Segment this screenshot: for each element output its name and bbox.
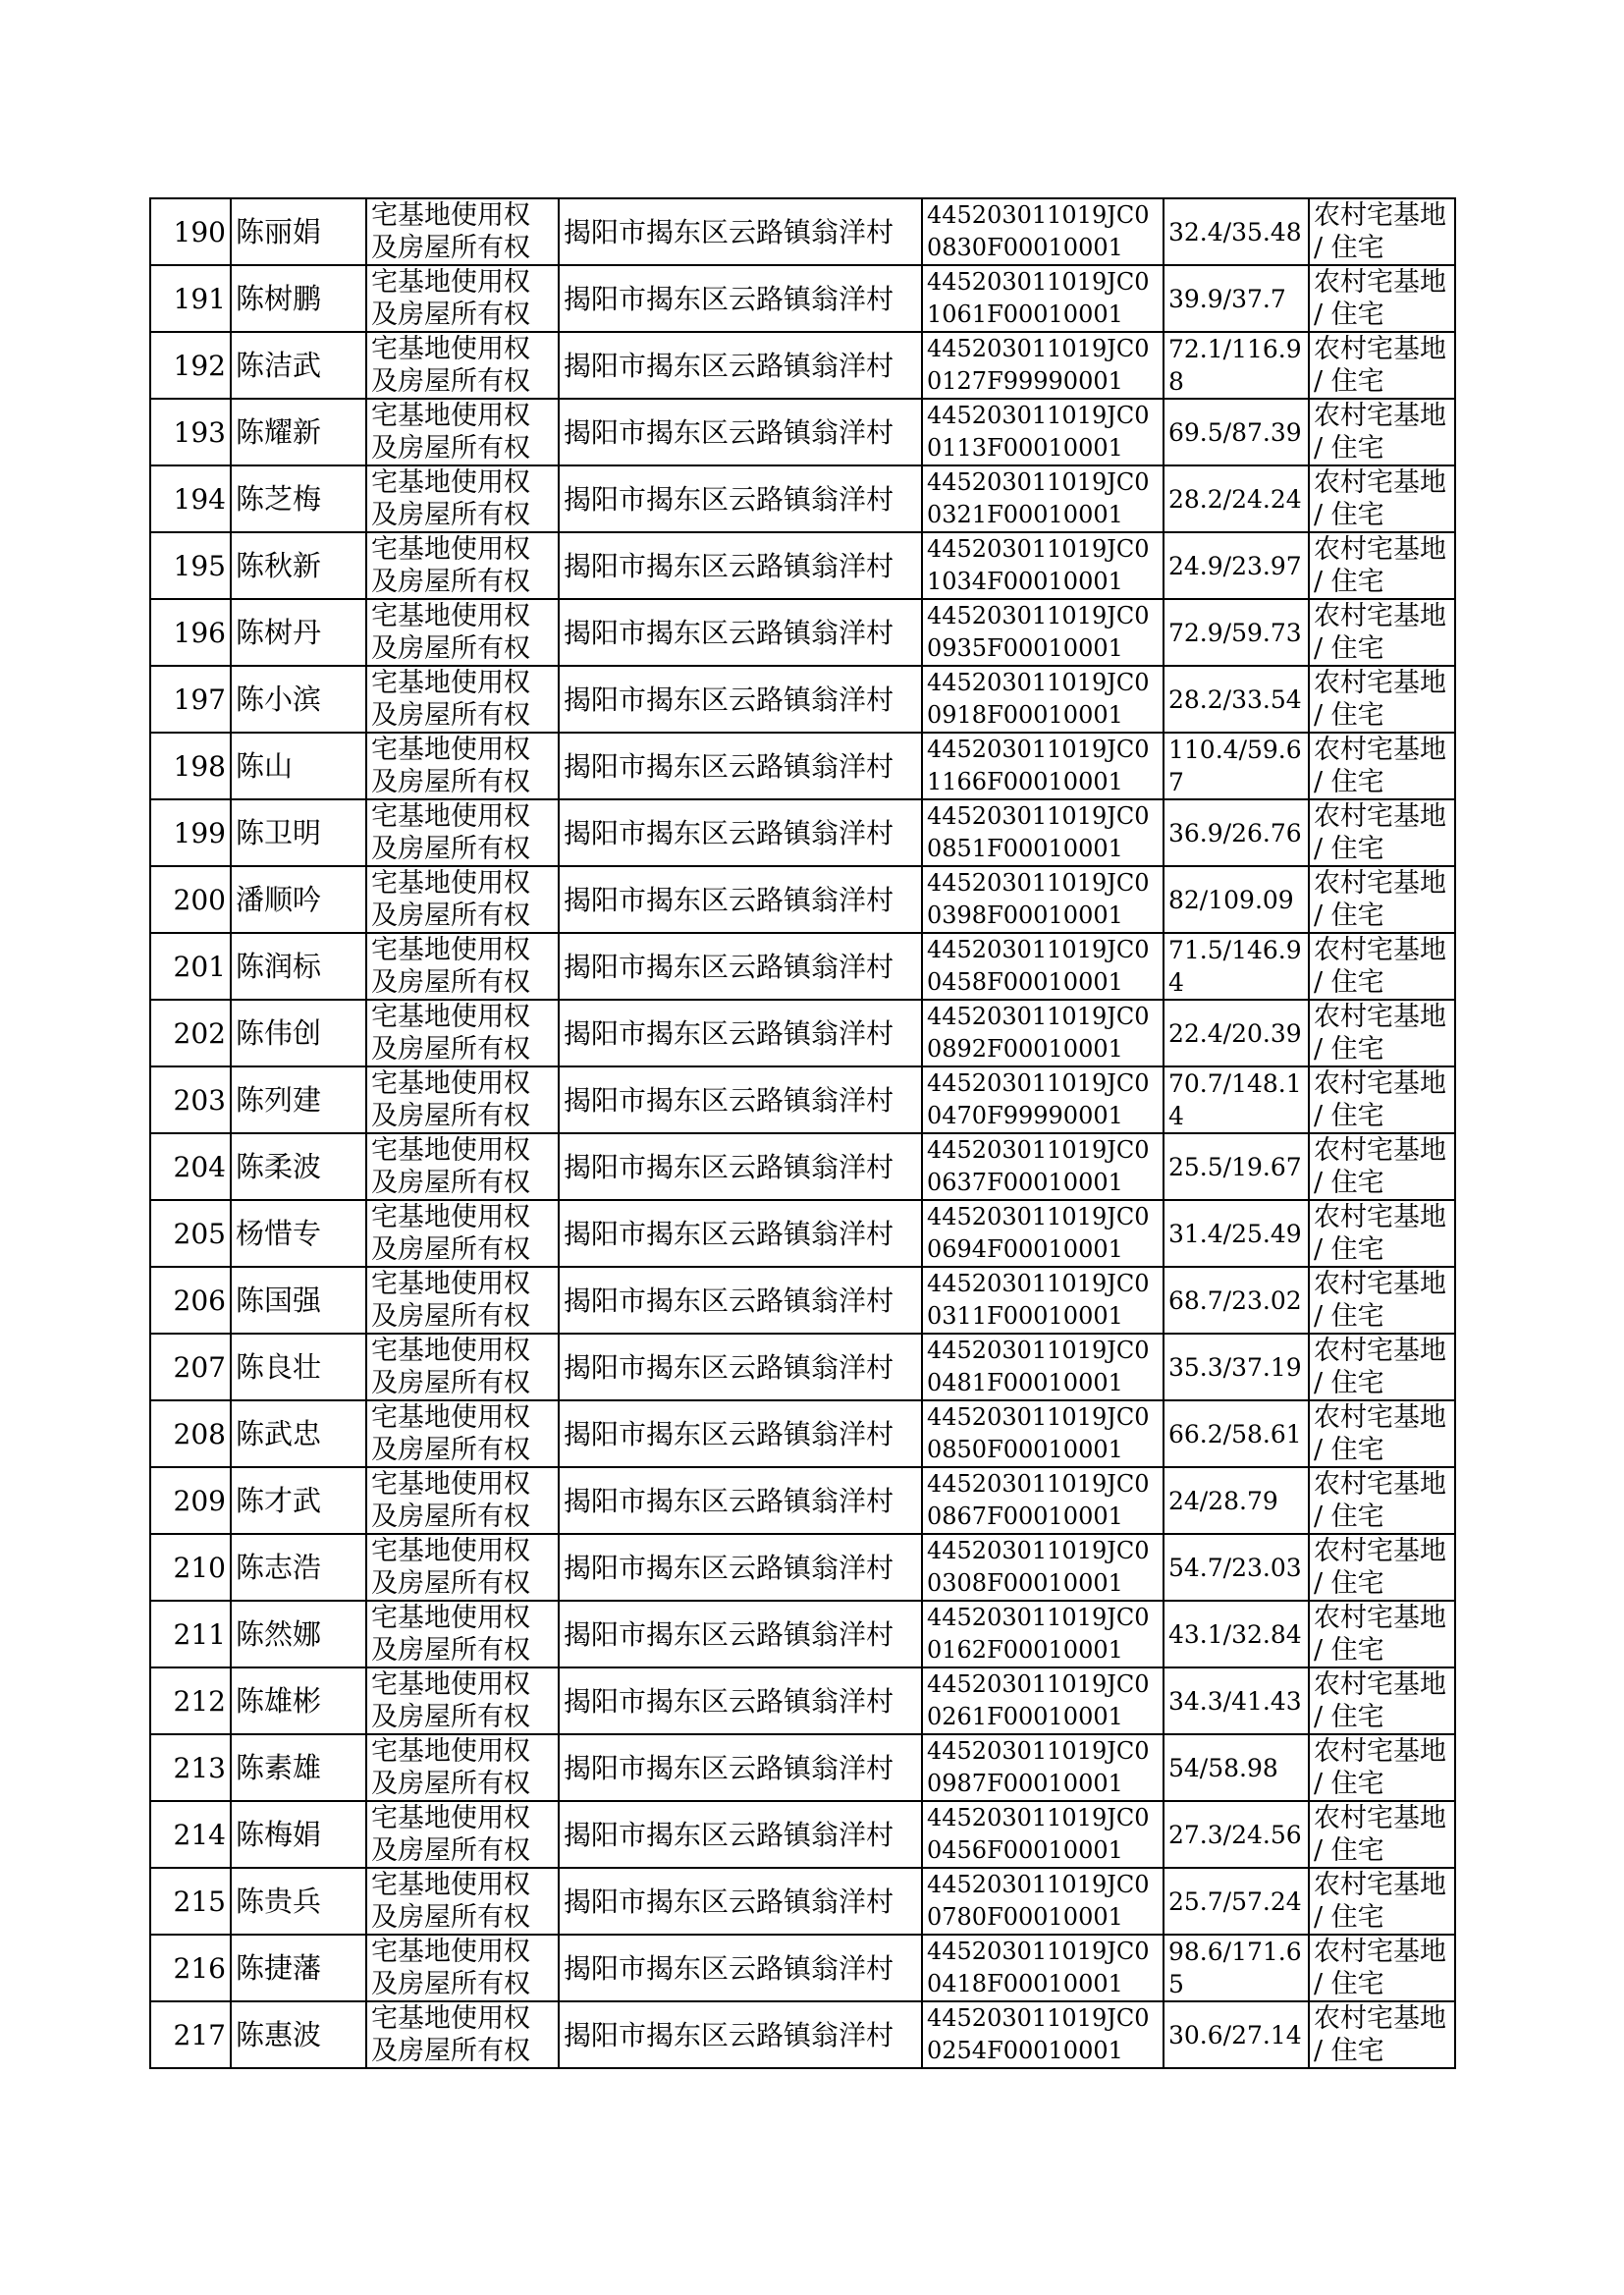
- row-number-cell: 207: [150, 1334, 231, 1400]
- table-row: [150, 332, 1455, 399]
- table-row: [150, 465, 1455, 532]
- row-number-cell: 198: [150, 733, 231, 799]
- row-number-cell: 209: [150, 1467, 231, 1534]
- location-cell: 揭阳市揭东区云路镇翁洋村: [559, 2001, 922, 2068]
- right-type-cell: 宅基地使用权及房屋所有权: [366, 332, 559, 399]
- unit-code-cell: 445203011019JC00398F00010001: [922, 866, 1164, 933]
- land-use-cell: 农村宅基地 / 住宅: [1309, 1801, 1455, 1868]
- right-type-cell: 宅基地使用权及房屋所有权: [366, 1801, 559, 1868]
- location-cell: 揭阳市揭东区云路镇翁洋村: [559, 265, 922, 332]
- owner-name-cell: 陈芝梅: [231, 465, 366, 532]
- right-type-cell: 宅基地使用权及房屋所有权: [366, 1734, 559, 1801]
- row-number-cell: 204: [150, 1133, 231, 1200]
- area-value-cell: 24.9/23.97: [1164, 532, 1309, 599]
- owner-name-cell: 陈捷藩: [231, 1935, 366, 2001]
- land-use-cell: 农村宅基地 / 住宅: [1309, 1133, 1455, 1200]
- land-use-cell: 农村宅基地 / 住宅: [1309, 1400, 1455, 1467]
- area-value-cell: 54.7/23.03: [1164, 1534, 1309, 1601]
- location-cell: 揭阳市揭东区云路镇翁洋村: [559, 399, 922, 465]
- right-type-cell: 宅基地使用权及房屋所有权: [366, 1601, 559, 1667]
- right-type-cell: 宅基地使用权及房屋所有权: [366, 1467, 559, 1534]
- right-type-cell: 宅基地使用权及房屋所有权: [366, 799, 559, 866]
- location-cell: 揭阳市揭东区云路镇翁洋村: [559, 599, 922, 666]
- owner-name-cell: 陈列建: [231, 1066, 366, 1133]
- row-number-cell: 213: [150, 1734, 231, 1801]
- right-type-cell: 宅基地使用权及房屋所有权: [366, 866, 559, 933]
- owner-name-cell: 陈然娜: [231, 1601, 366, 1667]
- right-type-cell: 宅基地使用权及房屋所有权: [366, 1066, 559, 1133]
- table-row: [150, 265, 1455, 332]
- table-row: [150, 1801, 1455, 1868]
- right-type-cell: 宅基地使用权及房屋所有权: [366, 933, 559, 1000]
- owner-name-cell: 潘顺吟: [231, 866, 366, 933]
- location-cell: 揭阳市揭东区云路镇翁洋村: [559, 532, 922, 599]
- area-value-cell: 28.2/33.54: [1164, 666, 1309, 733]
- row-number-cell: 211: [150, 1601, 231, 1667]
- unit-code-cell: 445203011019JC00935F00010001: [922, 599, 1164, 666]
- land-use-cell: 农村宅基地 / 住宅: [1309, 799, 1455, 866]
- row-number-cell: 201: [150, 933, 231, 1000]
- table-row: [150, 599, 1455, 666]
- row-number-cell: 192: [150, 332, 231, 399]
- unit-code-cell: 445203011019JC00830F00010001: [922, 198, 1164, 265]
- location-cell: 揭阳市揭东区云路镇翁洋村: [559, 933, 922, 1000]
- land-use-cell: 农村宅基地 / 住宅: [1309, 1868, 1455, 1935]
- land-use-cell: 农村宅基地 / 住宅: [1309, 1334, 1455, 1400]
- unit-code-cell: 445203011019JC00321F00010001: [922, 465, 1164, 532]
- location-cell: 揭阳市揭东区云路镇翁洋村: [559, 1000, 922, 1066]
- land-use-cell: 农村宅基地 / 住宅: [1309, 1734, 1455, 1801]
- land-use-cell: 农村宅基地 / 住宅: [1309, 265, 1455, 332]
- unit-code-cell: 445203011019JC00918F00010001: [922, 666, 1164, 733]
- right-type-cell: 宅基地使用权及房屋所有权: [366, 666, 559, 733]
- table-row: [150, 1267, 1455, 1334]
- right-type-cell: 宅基地使用权及房屋所有权: [366, 1267, 559, 1334]
- unit-code-cell: 445203011019JC00254F00010001: [922, 2001, 1164, 2068]
- row-number-cell: 203: [150, 1066, 231, 1133]
- unit-code-cell: 445203011019JC00892F00010001: [922, 1000, 1164, 1066]
- land-use-cell: 农村宅基地 / 住宅: [1309, 933, 1455, 1000]
- area-value-cell: 32.4/35.48: [1164, 198, 1309, 265]
- table-body: [150, 198, 1455, 2068]
- location-cell: 揭阳市揭东区云路镇翁洋村: [559, 198, 922, 265]
- owner-name-cell: 陈山: [231, 733, 366, 799]
- right-type-cell: 宅基地使用权及房屋所有权: [366, 1133, 559, 1200]
- table-row: [150, 733, 1455, 799]
- owner-name-cell: 陈才武: [231, 1467, 366, 1534]
- owner-name-cell: 陈贵兵: [231, 1868, 366, 1935]
- table-row: [150, 666, 1455, 733]
- unit-code-cell: 445203011019JC00162F00010001: [922, 1601, 1164, 1667]
- area-value-cell: 27.3/24.56: [1164, 1801, 1309, 1868]
- owner-name-cell: 陈小滨: [231, 666, 366, 733]
- row-number-cell: 195: [150, 532, 231, 599]
- land-use-cell: 农村宅基地 / 住宅: [1309, 1066, 1455, 1133]
- land-use-cell: 农村宅基地 / 住宅: [1309, 2001, 1455, 2068]
- unit-code-cell: 445203011019JC00694F00010001: [922, 1200, 1164, 1267]
- owner-name-cell: 陈国强: [231, 1267, 366, 1334]
- right-type-cell: 宅基地使用权及房屋所有权: [366, 532, 559, 599]
- location-cell: 揭阳市揭东区云路镇翁洋村: [559, 1133, 922, 1200]
- area-value-cell: 34.3/41.43: [1164, 1667, 1309, 1734]
- area-value-cell: 35.3/37.19: [1164, 1334, 1309, 1400]
- row-number-cell: 206: [150, 1267, 231, 1334]
- table-row: [150, 1734, 1455, 1801]
- area-value-cell: 70.7/148.14: [1164, 1066, 1309, 1133]
- area-value-cell: 22.4/20.39: [1164, 1000, 1309, 1066]
- land-use-cell: 农村宅基地 / 住宅: [1309, 399, 1455, 465]
- table-row: [150, 866, 1455, 933]
- area-value-cell: 54/58.98: [1164, 1734, 1309, 1801]
- unit-code-cell: 445203011019JC00458F00010001: [922, 933, 1164, 1000]
- right-type-cell: 宅基地使用权及房屋所有权: [366, 399, 559, 465]
- land-use-cell: 农村宅基地 / 住宅: [1309, 1534, 1455, 1601]
- land-use-cell: 农村宅基地 / 住宅: [1309, 1200, 1455, 1267]
- area-value-cell: 110.4/59.67: [1164, 733, 1309, 799]
- row-number-cell: 197: [150, 666, 231, 733]
- unit-code-cell: 445203011019JC01166F00010001: [922, 733, 1164, 799]
- owner-name-cell: 陈树丹: [231, 599, 366, 666]
- owner-name-cell: 陈素雄: [231, 1734, 366, 1801]
- location-cell: 揭阳市揭东区云路镇翁洋村: [559, 465, 922, 532]
- location-cell: 揭阳市揭东区云路镇翁洋村: [559, 1200, 922, 1267]
- row-number-cell: 193: [150, 399, 231, 465]
- location-cell: 揭阳市揭东区云路镇翁洋村: [559, 1400, 922, 1467]
- table-row: [150, 1334, 1455, 1400]
- unit-code-cell: 445203011019JC01061F00010001: [922, 265, 1164, 332]
- row-number-cell: 196: [150, 599, 231, 666]
- owner-name-cell: 陈润标: [231, 933, 366, 1000]
- owner-name-cell: 陈志浩: [231, 1534, 366, 1601]
- unit-code-cell: 445203011019JC00261F00010001: [922, 1667, 1164, 1734]
- right-type-cell: 宅基地使用权及房屋所有权: [366, 1667, 559, 1734]
- location-cell: 揭阳市揭东区云路镇翁洋村: [559, 1267, 922, 1334]
- location-cell: 揭阳市揭东区云路镇翁洋村: [559, 666, 922, 733]
- row-number-cell: 208: [150, 1400, 231, 1467]
- area-value-cell: 30.6/27.14: [1164, 2001, 1309, 2068]
- row-number-cell: 215: [150, 1868, 231, 1935]
- table-row: [150, 1667, 1455, 1734]
- unit-code-cell: 445203011019JC00850F00010001: [922, 1400, 1164, 1467]
- owner-name-cell: 陈树鹏: [231, 265, 366, 332]
- land-use-cell: 农村宅基地 / 住宅: [1309, 332, 1455, 399]
- table-row: [150, 933, 1455, 1000]
- land-use-cell: 农村宅基地 / 住宅: [1309, 666, 1455, 733]
- row-number-cell: 200: [150, 866, 231, 933]
- location-cell: 揭阳市揭东区云路镇翁洋村: [559, 1935, 922, 2001]
- right-type-cell: 宅基地使用权及房屋所有权: [366, 733, 559, 799]
- area-value-cell: 69.5/87.39: [1164, 399, 1309, 465]
- row-number-cell: 199: [150, 799, 231, 866]
- land-use-cell: 农村宅基地 / 住宅: [1309, 532, 1455, 599]
- area-value-cell: 36.9/26.76: [1164, 799, 1309, 866]
- area-value-cell: 72.9/59.73: [1164, 599, 1309, 666]
- table-row: [150, 1601, 1455, 1667]
- area-value-cell: 72.1/116.98: [1164, 332, 1309, 399]
- land-use-cell: 农村宅基地 / 住宅: [1309, 1935, 1455, 2001]
- table-row: [150, 1868, 1455, 1935]
- location-cell: 揭阳市揭东区云路镇翁洋村: [559, 1534, 922, 1601]
- owner-name-cell: 陈卫明: [231, 799, 366, 866]
- owner-name-cell: 陈秋新: [231, 532, 366, 599]
- location-cell: 揭阳市揭东区云路镇翁洋村: [559, 866, 922, 933]
- location-cell: 揭阳市揭东区云路镇翁洋村: [559, 1801, 922, 1868]
- land-use-cell: 农村宅基地 / 住宅: [1309, 465, 1455, 532]
- location-cell: 揭阳市揭东区云路镇翁洋村: [559, 1667, 922, 1734]
- owner-name-cell: 杨惜专: [231, 1200, 366, 1267]
- right-type-cell: 宅基地使用权及房屋所有权: [366, 1868, 559, 1935]
- unit-code-cell: 445203011019JC00987F00010001: [922, 1734, 1164, 1801]
- land-use-cell: 农村宅基地 / 住宅: [1309, 1267, 1455, 1334]
- unit-code-cell: 445203011019JC00481F00010001: [922, 1334, 1164, 1400]
- unit-code-cell: 445203011019JC00456F00010001: [922, 1801, 1164, 1868]
- location-cell: 揭阳市揭东区云路镇翁洋村: [559, 1467, 922, 1534]
- owner-name-cell: 陈良壮: [231, 1334, 366, 1400]
- land-use-cell: 农村宅基地 / 住宅: [1309, 198, 1455, 265]
- area-value-cell: 25.7/57.24: [1164, 1868, 1309, 1935]
- row-number-cell: 194: [150, 465, 231, 532]
- right-type-cell: 宅基地使用权及房屋所有权: [366, 2001, 559, 2068]
- location-cell: 揭阳市揭东区云路镇翁洋村: [559, 1334, 922, 1400]
- area-value-cell: 71.5/146.94: [1164, 933, 1309, 1000]
- right-type-cell: 宅基地使用权及房屋所有权: [366, 265, 559, 332]
- location-cell: 揭阳市揭东区云路镇翁洋村: [559, 733, 922, 799]
- land-use-cell: 农村宅基地 / 住宅: [1309, 1000, 1455, 1066]
- unit-code-cell: 445203011019JC00470F99990001: [922, 1066, 1164, 1133]
- row-number-cell: 205: [150, 1200, 231, 1267]
- row-number-cell: 217: [150, 2001, 231, 2068]
- location-cell: 揭阳市揭东区云路镇翁洋村: [559, 1066, 922, 1133]
- area-value-cell: 25.5/19.67: [1164, 1133, 1309, 1200]
- table-row: [150, 1200, 1455, 1267]
- unit-code-cell: 445203011019JC00418F00010001: [922, 1935, 1164, 2001]
- right-type-cell: 宅基地使用权及房屋所有权: [366, 1000, 559, 1066]
- right-type-cell: 宅基地使用权及房屋所有权: [366, 1534, 559, 1601]
- right-type-cell: 宅基地使用权及房屋所有权: [366, 1935, 559, 2001]
- row-number-cell: 191: [150, 265, 231, 332]
- table-row: [150, 1133, 1455, 1200]
- row-number-cell: 202: [150, 1000, 231, 1066]
- area-value-cell: 82/109.09: [1164, 866, 1309, 933]
- area-value-cell: 98.6/171.65: [1164, 1935, 1309, 2001]
- table-row: [150, 799, 1455, 866]
- owner-name-cell: 陈惠波: [231, 2001, 366, 2068]
- right-type-cell: 宅基地使用权及房屋所有权: [366, 1400, 559, 1467]
- registration-table: [149, 197, 1456, 2069]
- table-row: [150, 1400, 1455, 1467]
- row-number-cell: 212: [150, 1667, 231, 1734]
- unit-code-cell: 445203011019JC00311F00010001: [922, 1267, 1164, 1334]
- unit-code-cell: 445203011019JC00867F00010001: [922, 1467, 1164, 1534]
- unit-code-cell: 445203011019JC00127F99990001: [922, 332, 1164, 399]
- unit-code-cell: 445203011019JC00637F00010001: [922, 1133, 1164, 1200]
- table-row: [150, 1467, 1455, 1534]
- location-cell: 揭阳市揭东区云路镇翁洋村: [559, 1868, 922, 1935]
- area-value-cell: 66.2/58.61: [1164, 1400, 1309, 1467]
- right-type-cell: 宅基地使用权及房屋所有权: [366, 465, 559, 532]
- unit-code-cell: 445203011019JC00851F00010001: [922, 799, 1164, 866]
- land-use-cell: 农村宅基地 / 住宅: [1309, 1667, 1455, 1734]
- location-cell: 揭阳市揭东区云路镇翁洋村: [559, 332, 922, 399]
- table-row: [150, 1534, 1455, 1601]
- owner-name-cell: 陈耀新: [231, 399, 366, 465]
- area-value-cell: 31.4/25.49: [1164, 1200, 1309, 1267]
- unit-code-cell: 445203011019JC00780F00010001: [922, 1868, 1164, 1935]
- row-number-cell: 190: [150, 198, 231, 265]
- owner-name-cell: 陈梅娟: [231, 1801, 366, 1868]
- land-use-cell: 农村宅基地 / 住宅: [1309, 599, 1455, 666]
- table-row: [150, 1066, 1455, 1133]
- unit-code-cell: 445203011019JC00113F00010001: [922, 399, 1164, 465]
- owner-name-cell: 陈洁武: [231, 332, 366, 399]
- land-use-cell: 农村宅基地 / 住宅: [1309, 733, 1455, 799]
- area-value-cell: 43.1/32.84: [1164, 1601, 1309, 1667]
- land-use-cell: 农村宅基地 / 住宅: [1309, 866, 1455, 933]
- right-type-cell: 宅基地使用权及房屋所有权: [366, 1334, 559, 1400]
- location-cell: 揭阳市揭东区云路镇翁洋村: [559, 1734, 922, 1801]
- unit-code-cell: 445203011019JC00308F00010001: [922, 1534, 1164, 1601]
- area-value-cell: 39.9/37.7: [1164, 265, 1309, 332]
- land-use-cell: 农村宅基地 / 住宅: [1309, 1601, 1455, 1667]
- row-number-cell: 216: [150, 1935, 231, 2001]
- right-type-cell: 宅基地使用权及房屋所有权: [366, 1200, 559, 1267]
- row-number-cell: 210: [150, 1534, 231, 1601]
- row-number-cell: 214: [150, 1801, 231, 1868]
- table-row: [150, 1000, 1455, 1066]
- table-row: [150, 532, 1455, 599]
- owner-name-cell: 陈伟创: [231, 1000, 366, 1066]
- owner-name-cell: 陈雄彬: [231, 1667, 366, 1734]
- area-value-cell: 68.7/23.02: [1164, 1267, 1309, 1334]
- table-row: [150, 2001, 1455, 2068]
- location-cell: 揭阳市揭东区云路镇翁洋村: [559, 799, 922, 866]
- owner-name-cell: 陈丽娟: [231, 198, 366, 265]
- owner-name-cell: 陈柔波: [231, 1133, 366, 1200]
- right-type-cell: 宅基地使用权及房屋所有权: [366, 198, 559, 265]
- unit-code-cell: 445203011019JC01034F00010001: [922, 532, 1164, 599]
- land-use-cell: 农村宅基地 / 住宅: [1309, 1467, 1455, 1534]
- table-row: [150, 198, 1455, 265]
- location-cell: 揭阳市揭东区云路镇翁洋村: [559, 1601, 922, 1667]
- area-value-cell: 28.2/24.24: [1164, 465, 1309, 532]
- table-row: [150, 399, 1455, 465]
- area-value-cell: 24/28.79: [1164, 1467, 1309, 1534]
- right-type-cell: 宅基地使用权及房屋所有权: [366, 599, 559, 666]
- owner-name-cell: 陈武忠: [231, 1400, 366, 1467]
- table-row: [150, 1935, 1455, 2001]
